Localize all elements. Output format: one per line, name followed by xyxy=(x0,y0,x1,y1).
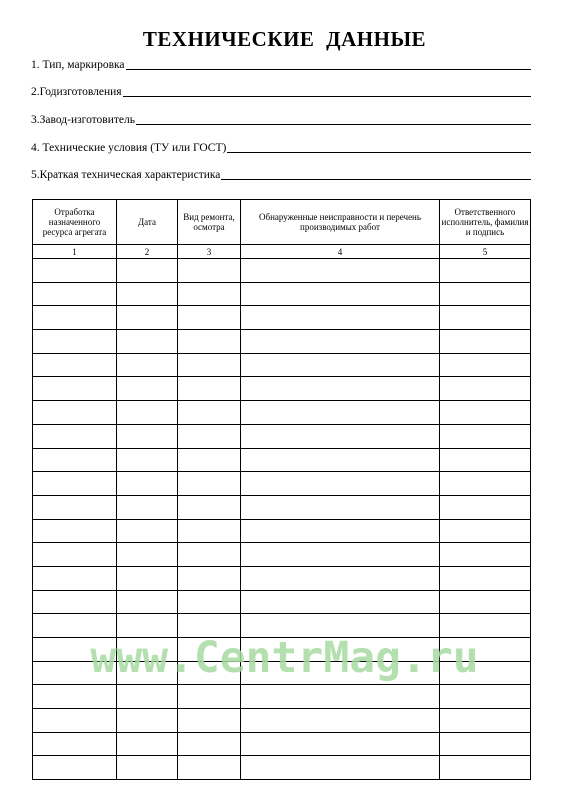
table-cell[interactable] xyxy=(178,661,241,685)
table-body xyxy=(33,259,531,780)
table-cell[interactable] xyxy=(117,330,178,354)
table-cell[interactable] xyxy=(117,614,178,638)
maintenance-log-table xyxy=(32,199,531,780)
table-cell[interactable] xyxy=(241,590,440,614)
table-cell[interactable] xyxy=(33,519,117,543)
table-cell[interactable] xyxy=(117,401,178,425)
table-cell[interactable] xyxy=(440,732,531,756)
table-row xyxy=(33,590,531,614)
column-number-row xyxy=(33,245,531,259)
field-brief-characteristics xyxy=(31,167,531,181)
page-title: ТЕХНИЧЕСКИЕ ДАННЫЕ xyxy=(142,27,427,51)
table-cell[interactable] xyxy=(440,353,531,377)
table-cell[interactable] xyxy=(178,638,241,662)
table-row xyxy=(33,685,531,709)
table-cell[interactable] xyxy=(33,709,117,733)
table-cell[interactable] xyxy=(241,401,440,425)
table-cell[interactable] xyxy=(440,259,531,283)
column-number: 3 xyxy=(178,245,241,259)
fill-in-line xyxy=(123,85,531,97)
watermark: www.CentrMag.ru xyxy=(90,633,479,683)
table-cell[interactable] xyxy=(33,448,117,472)
table-cell[interactable] xyxy=(33,732,117,756)
table-cell[interactable] xyxy=(178,401,241,425)
table-row xyxy=(33,330,531,354)
table-cell[interactable] xyxy=(440,330,531,354)
table-cell[interactable] xyxy=(117,519,178,543)
table-row xyxy=(33,638,531,662)
table-cell[interactable] xyxy=(178,756,241,780)
column-header-responsible: Ответственного исполнитель, фамилия и подпись xyxy=(440,200,531,245)
column-header-date: Дата xyxy=(117,200,178,245)
table-cell[interactable] xyxy=(178,732,241,756)
table-row xyxy=(33,495,531,519)
field-label: 3.Завод-изготовитель xyxy=(31,114,135,126)
table-cell[interactable] xyxy=(33,401,117,425)
table-row xyxy=(33,543,531,567)
table-cell[interactable] xyxy=(440,590,531,614)
table-cell[interactable] xyxy=(178,543,241,567)
field-technical-conditions xyxy=(31,140,531,154)
table-cell[interactable] xyxy=(178,495,241,519)
table-cell[interactable] xyxy=(178,306,241,330)
table-cell[interactable] xyxy=(33,377,117,401)
field-year-of-manufacture xyxy=(31,84,531,98)
table-cell[interactable] xyxy=(440,424,531,448)
table-cell[interactable] xyxy=(117,732,178,756)
table-row xyxy=(33,401,531,425)
table-cell[interactable] xyxy=(178,614,241,638)
table-cell[interactable] xyxy=(117,259,178,283)
table-cell[interactable] xyxy=(178,448,241,472)
table-cell[interactable] xyxy=(178,377,241,401)
fill-in-line xyxy=(227,141,531,153)
table-cell[interactable] xyxy=(33,472,117,496)
table-cell[interactable] xyxy=(117,353,178,377)
column-number: 4 xyxy=(241,245,440,259)
table-cell[interactable] xyxy=(33,590,117,614)
table-row xyxy=(33,614,531,638)
table-cell[interactable] xyxy=(33,424,117,448)
table-cell[interactable] xyxy=(241,661,440,685)
table-cell[interactable] xyxy=(33,661,117,685)
table-cell[interactable] xyxy=(440,661,531,685)
table-cell[interactable] xyxy=(117,282,178,306)
table-cell[interactable] xyxy=(178,590,241,614)
field-label: 2.Годизготовления xyxy=(31,86,122,98)
table-header-row xyxy=(33,200,531,245)
table-cell[interactable] xyxy=(117,306,178,330)
table-cell[interactable] xyxy=(178,519,241,543)
table-cell[interactable] xyxy=(241,472,440,496)
table-cell[interactable] xyxy=(440,543,531,567)
table-row xyxy=(33,472,531,496)
fill-in-line xyxy=(136,113,531,125)
table-cell[interactable] xyxy=(178,709,241,733)
table-cell[interactable] xyxy=(241,709,440,733)
table-cell[interactable] xyxy=(241,519,440,543)
table-cell[interactable] xyxy=(440,306,531,330)
table-cell[interactable] xyxy=(178,259,241,283)
table-cell[interactable] xyxy=(440,566,531,590)
column-number: 1 xyxy=(33,245,117,259)
table-cell[interactable] xyxy=(178,685,241,709)
field-label: 1. Тип, маркировка xyxy=(31,59,125,71)
table-cell[interactable] xyxy=(33,638,117,662)
table-cell[interactable] xyxy=(241,756,440,780)
table-row xyxy=(33,732,531,756)
table-row xyxy=(33,709,531,733)
table-row xyxy=(33,424,531,448)
table-cell[interactable] xyxy=(440,685,531,709)
table-cell[interactable] xyxy=(117,566,178,590)
table-cell[interactable] xyxy=(241,353,440,377)
table-cell[interactable] xyxy=(241,377,440,401)
table-cell[interactable] xyxy=(178,282,241,306)
table-cell[interactable] xyxy=(33,306,117,330)
table-cell[interactable] xyxy=(33,330,117,354)
table-cell[interactable] xyxy=(178,330,241,354)
table-cell[interactable] xyxy=(117,685,178,709)
table-cell[interactable] xyxy=(178,353,241,377)
field-type-marking xyxy=(31,57,531,71)
table-cell[interactable] xyxy=(440,377,531,401)
table-cell[interactable] xyxy=(440,756,531,780)
table-cell[interactable] xyxy=(440,614,531,638)
table-cell[interactable] xyxy=(241,306,440,330)
table-cell[interactable] xyxy=(440,495,531,519)
table-cell[interactable] xyxy=(241,259,440,283)
table-cell[interactable] xyxy=(440,638,531,662)
table-cell[interactable] xyxy=(241,614,440,638)
table-cell[interactable] xyxy=(241,424,440,448)
table-cell[interactable] xyxy=(241,448,440,472)
table-cell[interactable] xyxy=(33,259,117,283)
table-cell[interactable] xyxy=(33,353,117,377)
table-cell[interactable] xyxy=(241,495,440,519)
table-cell[interactable] xyxy=(241,732,440,756)
field-label: 4. Технические условия (ТУ или ГОСТ) xyxy=(31,142,227,154)
field-manufacturer xyxy=(31,112,531,126)
table-cell[interactable] xyxy=(33,282,117,306)
table-cell[interactable] xyxy=(241,282,440,306)
table-cell[interactable] xyxy=(440,448,531,472)
table-cell[interactable] xyxy=(33,614,117,638)
table-cell[interactable] xyxy=(117,543,178,567)
table-cell[interactable] xyxy=(117,472,178,496)
table-row xyxy=(33,566,531,590)
table-row xyxy=(33,377,531,401)
table-cell[interactable] xyxy=(33,495,117,519)
table-cell[interactable] xyxy=(33,685,117,709)
table-cell[interactable] xyxy=(117,424,178,448)
table-row xyxy=(33,306,531,330)
table-cell[interactable] xyxy=(33,756,117,780)
table-row xyxy=(33,756,531,780)
table-cell[interactable] xyxy=(117,661,178,685)
table-row xyxy=(33,661,531,685)
table-cell[interactable] xyxy=(117,709,178,733)
column-number: 5 xyxy=(440,245,531,259)
table-cell[interactable] xyxy=(241,543,440,567)
column-header-resource: Отработка назначенного ресурса агрегата xyxy=(33,200,117,245)
table-row xyxy=(33,259,531,283)
table-cell[interactable] xyxy=(178,424,241,448)
table-cell[interactable] xyxy=(117,377,178,401)
field-label: 5.Краткая техническая характеристика xyxy=(31,169,221,181)
table-cell[interactable] xyxy=(33,566,117,590)
table-cell[interactable] xyxy=(241,566,440,590)
fill-in-line xyxy=(126,58,531,70)
table-cell[interactable] xyxy=(33,543,117,567)
fill-in-line xyxy=(221,168,531,180)
column-header-repair-type: Вид ремонта, осмотра xyxy=(178,200,241,245)
table-cell[interactable] xyxy=(117,590,178,614)
table-cell[interactable] xyxy=(440,709,531,733)
table-cell[interactable] xyxy=(440,519,531,543)
table-cell[interactable] xyxy=(117,495,178,519)
table-row xyxy=(33,448,531,472)
column-number: 2 xyxy=(117,245,178,259)
table-cell[interactable] xyxy=(117,756,178,780)
table-cell[interactable] xyxy=(117,638,178,662)
table-cell[interactable] xyxy=(117,448,178,472)
table-cell[interactable] xyxy=(241,685,440,709)
table-cell[interactable] xyxy=(241,330,440,354)
table-row xyxy=(33,519,531,543)
table-cell[interactable] xyxy=(241,638,440,662)
table-cell[interactable] xyxy=(440,401,531,425)
table-cell[interactable] xyxy=(440,472,531,496)
table-cell[interactable] xyxy=(178,472,241,496)
table-row xyxy=(33,282,531,306)
table-cell[interactable] xyxy=(440,282,531,306)
column-header-faults-works: Обнаруженные неисправности и перечень производимых работ xyxy=(241,200,440,245)
table-row xyxy=(33,353,531,377)
table-cell[interactable] xyxy=(178,566,241,590)
